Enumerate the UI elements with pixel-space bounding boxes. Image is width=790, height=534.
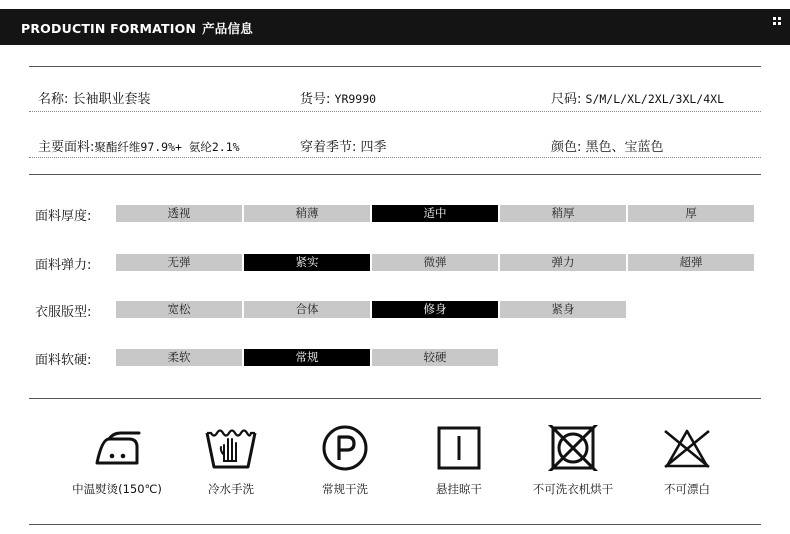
page-title	[21, 19, 253, 37]
info-name	[38, 88, 151, 107]
attr-option: 超弹	[628, 254, 754, 271]
line-dry-icon	[429, 425, 489, 471]
attr-label-thickness: 面料厚度:	[35, 209, 92, 224]
info-fabric	[38, 136, 240, 155]
attr-option: 微弹	[372, 254, 498, 271]
attr-option: 稍厚	[500, 205, 626, 222]
info-season-value: 四季	[360, 140, 387, 155]
iron-medium-icon	[87, 425, 147, 471]
info-season-label: 穿着季节:	[300, 140, 357, 155]
care-item-no-bleach	[627, 425, 747, 497]
title-cn: 产品信息	[202, 21, 253, 36]
attr-option-selected: 适中	[372, 205, 498, 222]
attr-label-elasticity: 面料弹力:	[35, 258, 92, 273]
info-name-value: 长袖职业套装	[72, 92, 151, 107]
divider-care-top	[29, 398, 761, 399]
attr-option: 无弹	[116, 254, 242, 271]
dotted-divider-1	[29, 111, 761, 112]
attr-option: 宽松	[116, 301, 242, 318]
dotted-divider-2	[29, 157, 761, 158]
divider-bottom	[29, 524, 761, 525]
care-label: 不可漂白	[664, 482, 710, 496]
info-color	[551, 136, 664, 155]
attr-option: 柔软	[116, 349, 242, 366]
info-size-value: S/M/L/XL/2XL/3XL/4XL	[585, 92, 725, 106]
dry-clean-p-icon	[315, 425, 375, 471]
care-label: 中温熨烫(150℃)	[72, 482, 162, 496]
info-sku-value: YR9990	[334, 92, 377, 106]
hand-wash-icon	[201, 425, 261, 471]
care-item-line-dry	[399, 425, 519, 497]
attr-option: 合体	[244, 301, 370, 318]
care-item-dry-clean	[285, 425, 405, 497]
attr-option-selected: 紧实	[244, 254, 370, 271]
info-name-label: 名称:	[38, 92, 69, 107]
no-bleach-icon	[657, 425, 717, 471]
attr-option: 弹力	[500, 254, 626, 271]
care-label: 冷水手洗	[208, 482, 254, 496]
info-size	[551, 88, 724, 107]
info-size-label: 尺码:	[551, 92, 582, 107]
info-color-label: 颜色:	[551, 140, 582, 155]
info-sku-label: 货号:	[300, 92, 331, 107]
attr-option: 较硬	[372, 349, 498, 366]
attr-label-fit: 衣服版型:	[35, 305, 92, 320]
care-label: 不可洗衣机烘干	[532, 482, 614, 496]
info-fabric-value: 聚酯纤维97.9%+ 氨纶2.1%	[94, 140, 240, 154]
info-color-value: 黑色、宝蓝色	[585, 140, 664, 155]
divider-top	[29, 66, 761, 67]
attr-option-selected: 常规	[244, 349, 370, 366]
title-en: PRODUCTIN FORMATION	[21, 21, 197, 36]
attr-option: 透视	[116, 205, 242, 222]
care-item-iron	[57, 425, 177, 497]
no-tumble-dry-icon	[543, 425, 603, 471]
attr-label-softness: 面料软硬:	[35, 353, 92, 368]
info-sku	[300, 88, 376, 107]
header-bar	[0, 9, 790, 45]
attr-option: 紧身	[500, 301, 626, 318]
attr-option: 稍薄	[244, 205, 370, 222]
care-item-hand-wash	[171, 425, 291, 497]
attr-option-selected: 修身	[372, 301, 498, 318]
care-label: 悬挂晾干	[436, 482, 482, 496]
care-label: 常规干洗	[322, 482, 368, 496]
grid-dots-icon	[773, 17, 781, 25]
divider-attributes-top	[29, 174, 761, 175]
info-season	[300, 136, 387, 155]
info-fabric-label: 主要面料:	[38, 140, 95, 155]
attr-option: 厚	[628, 205, 754, 222]
care-item-no-tumble-dry	[513, 425, 633, 497]
